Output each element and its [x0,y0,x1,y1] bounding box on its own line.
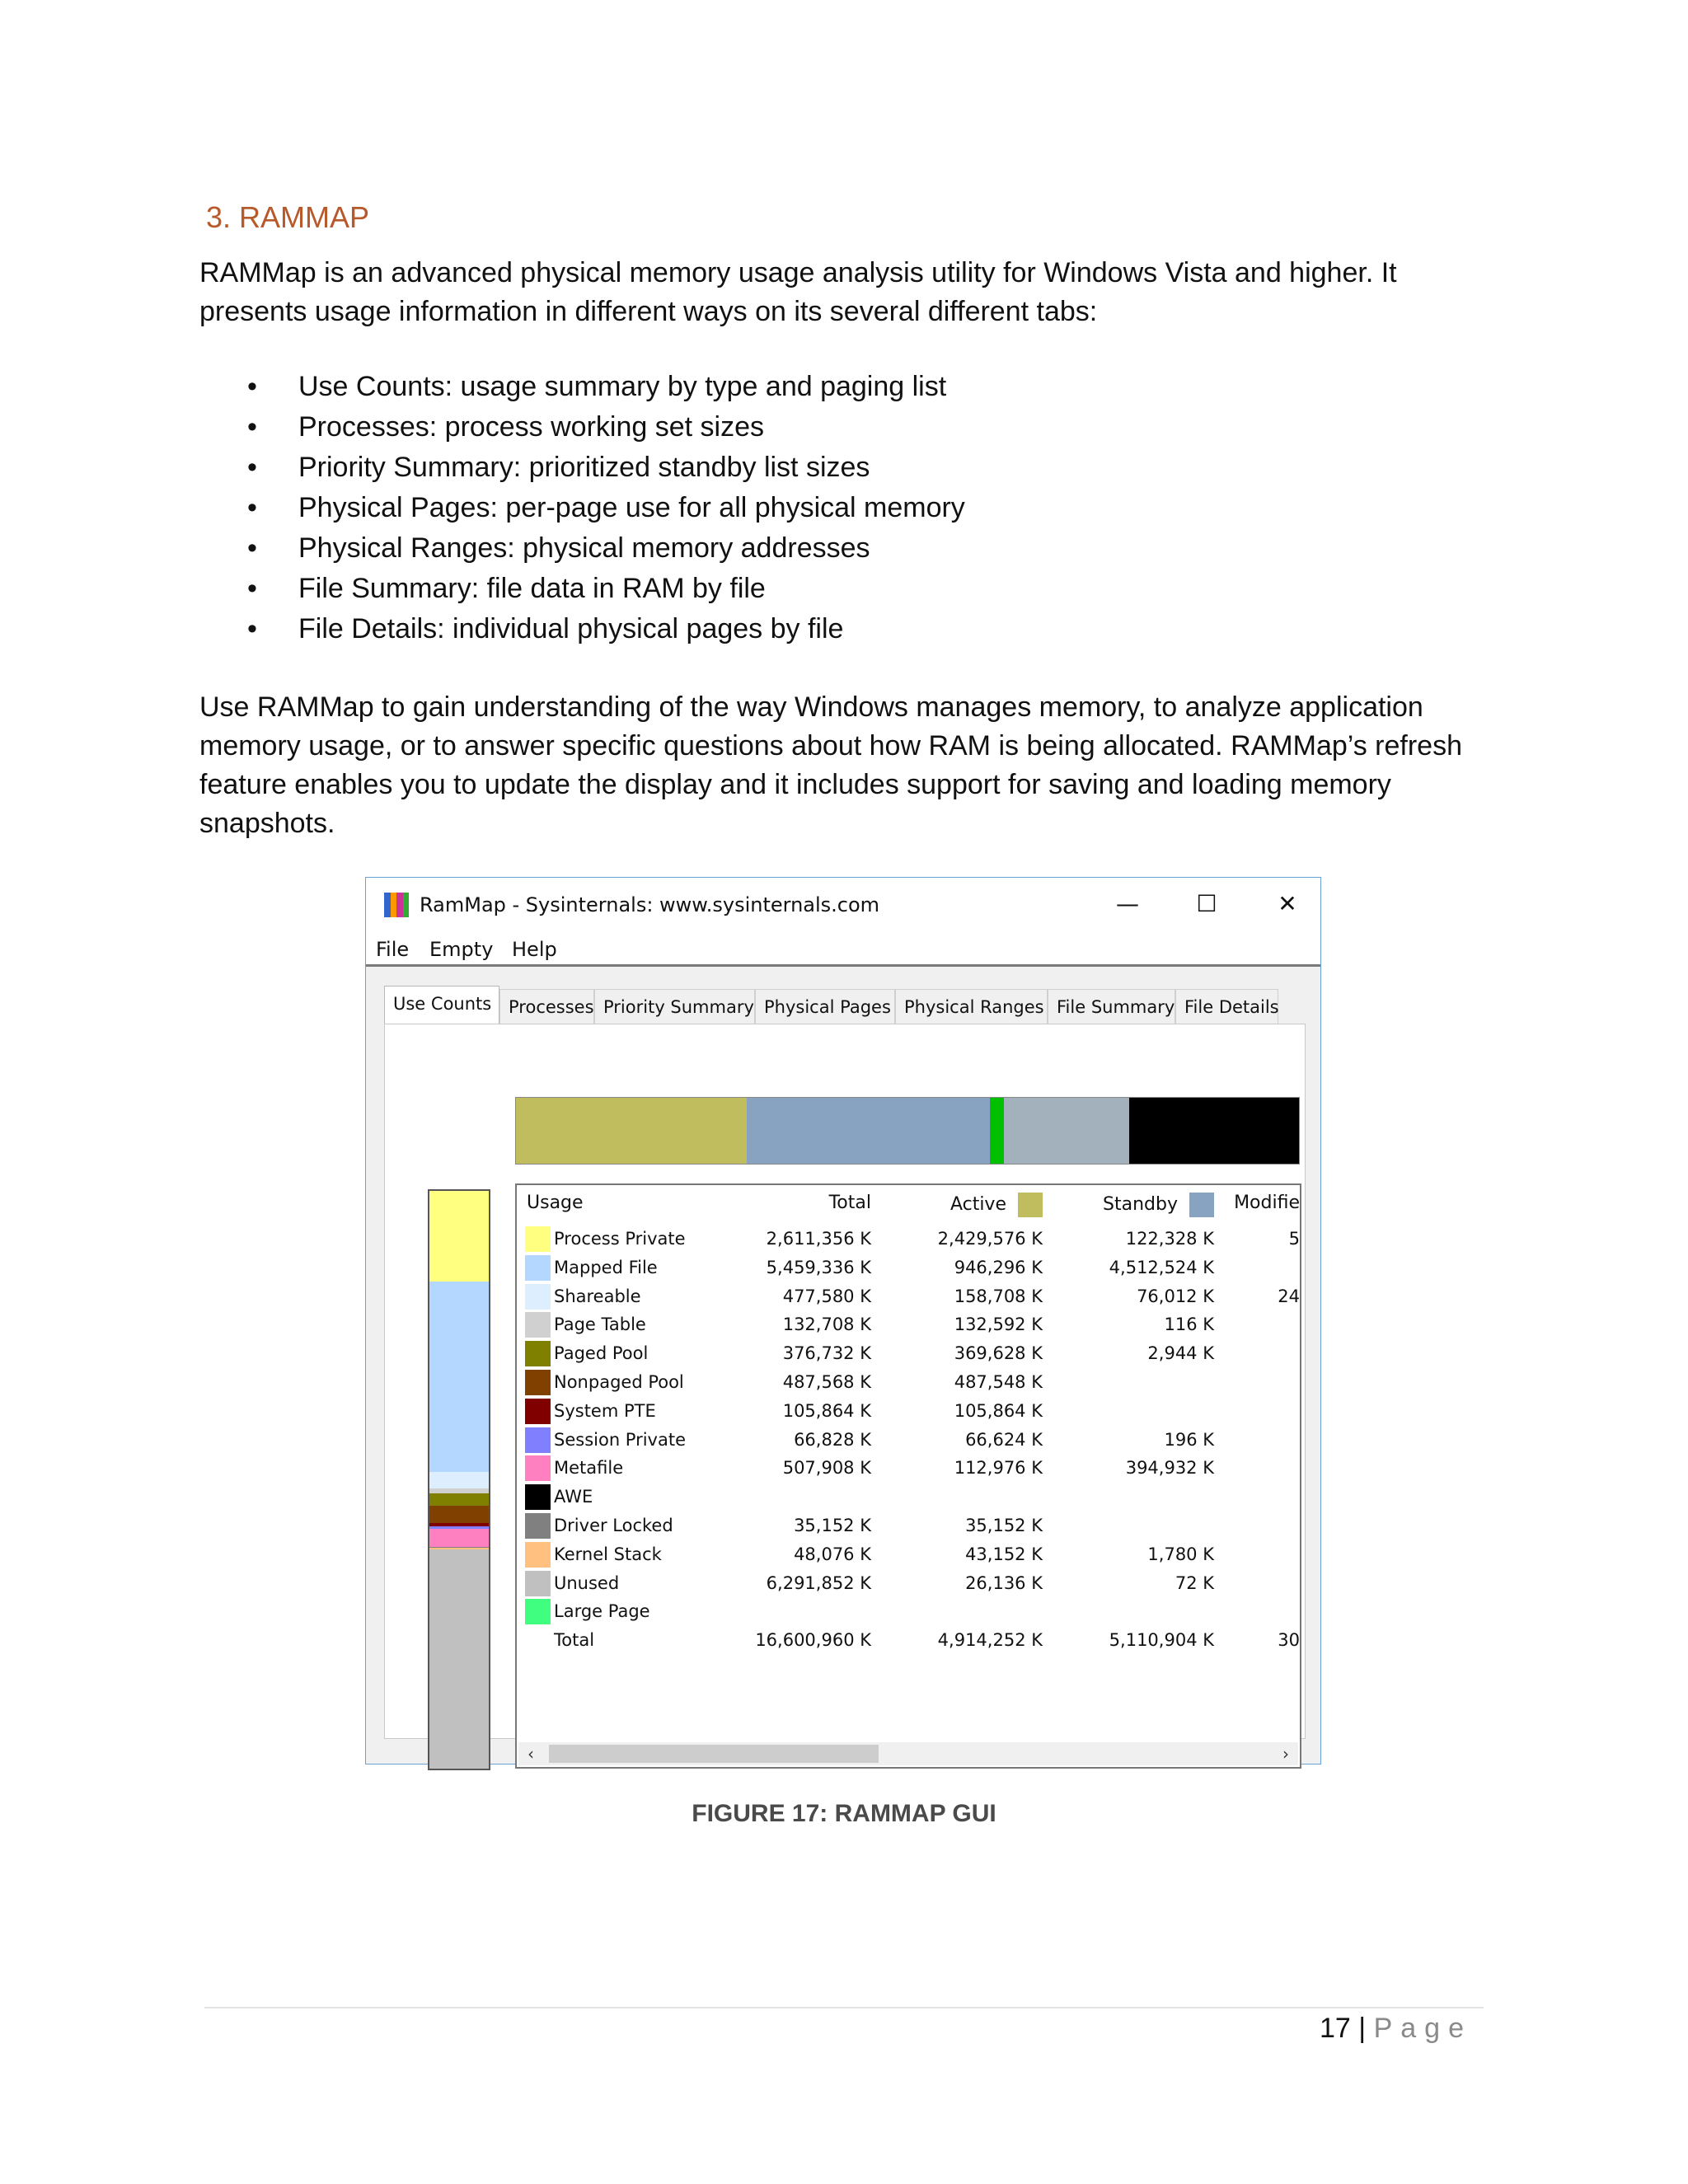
table-row[interactable] [517,1397,1300,1426]
maximize-button[interactable]: ☐ [1196,890,1217,917]
stack-segment [429,1472,489,1488]
stack-segment [429,1493,489,1507]
intro-paragraph: RAMMap is an advanced physical memory usage analysis utility for Windows Vista and higher. It presents usage information in different ways on its several different tabs: [199,257,1397,327]
usage-name: System PTE [554,1400,656,1421]
stack-segment [429,1191,489,1282]
tab-physical-ranges[interactable]: Physical Ranges [895,989,1048,1024]
bar-segment-active [516,1098,747,1164]
cell-active: 369,628 K [954,1343,1043,1364]
table-row[interactable] [517,1626,1300,1655]
page-footer [1320,2013,1472,2045]
table-row[interactable] [517,1225,1300,1254]
usage-color-swatch [525,1542,551,1568]
cell-total: 132,708 K [782,1315,871,1335]
usage-name: Paged Pool [554,1343,649,1364]
cell-total: 16,600,960 K [755,1630,871,1651]
cell-standby: 122,328 K [1125,1229,1214,1249]
cell-standby: 5,110,904 K [1109,1630,1214,1651]
table-row[interactable] [517,1597,1300,1626]
cell-total: 5,459,336 K [766,1257,871,1277]
usage-name: AWE [554,1487,593,1507]
col-total[interactable]: Total [828,1193,871,1213]
usage-color-swatch [525,1284,551,1310]
usage-color-swatch [525,1341,551,1366]
scroll-thumb[interactable] [549,1745,879,1763]
usage-name: Mapped File [554,1257,658,1277]
cell-modified: 30 [1278,1630,1300,1651]
usage-color-swatch [525,1312,551,1338]
window-title: RamMap - Sysinternals: www.sysinternals.com [420,893,880,916]
table-row[interactable] [517,1426,1300,1455]
col-usage[interactable]: Usage [527,1193,584,1213]
tab-feature-list [247,367,965,649]
stack-segment [429,1549,489,1769]
standby-color-swatch [1189,1193,1214,1217]
stack-segment [429,1529,489,1546]
usage-color-swatch [525,1399,551,1424]
usage-color-swatch [525,1427,551,1453]
usage-table [515,1183,1301,1769]
tab-physical-pages[interactable]: Physical Pages [755,989,895,1024]
cell-active: 35,152 K [965,1516,1043,1535]
col-modified[interactable]: Modifie [1234,1193,1300,1213]
cell-total: 2,611,356 K [766,1229,871,1249]
usage-stack-bar [428,1189,490,1770]
usage-name: Process Private [554,1229,686,1249]
page-label: Page [1373,2013,1472,2044]
menu-empty[interactable]: Empty [429,938,494,961]
tab-file-summary[interactable]: File Summary [1048,989,1175,1024]
stack-segment [429,1506,489,1523]
cell-total: 105,864 K [782,1400,871,1421]
usage-name: Session Private [554,1429,687,1450]
list-item: • Use Counts: usage summary by type and paging list [247,367,965,407]
cell-standby: 72 K [1175,1572,1214,1593]
usage-name: Page Table [554,1315,646,1335]
menu-file[interactable]: File [376,938,410,961]
table-row[interactable] [517,1282,1300,1311]
body-paragraph: Use RAMMap to gain understanding of the way Windows manages memory, to analyze application memory usage, or to answer specific questions about how RAM is being allocated. RAMMap’s refresh feature enables you to update the display and it includes support for saving and loading memory snapshots. [199,691,1462,839]
cell-active: 946,296 K [954,1257,1043,1277]
cell-total: 507,908 K [782,1458,871,1479]
rammap-window [365,877,1321,1765]
list-item: • File Details: individual physical pages by file [247,609,965,649]
cell-active: 4,914,252 K [937,1630,1043,1651]
usage-color-swatch [525,1571,551,1596]
table-row[interactable] [517,1310,1300,1339]
usage-name: Kernel Stack [554,1544,662,1564]
col-active[interactable] [950,1193,1043,1217]
usage-name: Metafile [554,1458,624,1479]
cell-active: 66,624 K [965,1429,1043,1450]
scroll-left-icon[interactable]: ‹ [528,1744,534,1764]
cell-active: 132,592 K [954,1315,1043,1335]
list-item: • Physical Ranges: physical memory addresses [247,528,965,569]
menu-help[interactable]: Help [512,938,557,961]
cell-active: 105,864 K [954,1400,1043,1421]
cell-total: 487,568 K [782,1372,871,1392]
usage-name: Large Page [554,1601,650,1622]
rammap-app-icon [384,893,409,917]
cell-total: 35,152 K [794,1516,871,1535]
tab-processes[interactable]: Processes [499,989,594,1024]
cell-active: 487,548 K [954,1372,1043,1392]
tab-file-details[interactable]: File Details [1175,989,1278,1024]
section-heading: 3. RAMMAP [206,200,370,234]
bar-segment-standby [747,1098,990,1164]
cell-total: 48,076 K [794,1544,871,1564]
cell-active: 2,429,576 K [937,1229,1043,1249]
menu-bar [366,934,1320,967]
list-item: • Priority Summary: prioritized standby list sizes [247,448,965,488]
list-item: • Physical Pages: per-page use for all physical memory [247,488,965,528]
page-number: 17 [1320,2013,1351,2044]
horizontal-scrollbar[interactable] [518,1742,1298,1765]
cell-active: 112,976 K [954,1458,1043,1479]
list-item: • Processes: process working set sizes [247,407,965,448]
paging-list-bar [515,1097,1300,1165]
cell-standby: 1,780 K [1147,1544,1214,1564]
usage-color-swatch [525,1370,551,1395]
minimize-button[interactable]: — [1116,890,1139,917]
cell-modified: 5 [1288,1229,1300,1249]
col-active-label: Active [950,1194,1006,1215]
figure-caption: FIGURE 17: RAMMAP GUI [692,1800,996,1827]
close-button[interactable]: ✕ [1278,890,1297,917]
bar-segment-modified-no-write [1004,1098,1129,1164]
col-standby[interactable] [1103,1193,1214,1217]
table-row[interactable] [517,1254,1300,1282]
footer-separator: | [1358,2013,1367,2044]
cell-total: 6,291,852 K [766,1572,871,1593]
cell-active: 43,152 K [965,1544,1043,1564]
active-color-swatch [1018,1193,1043,1217]
cell-standby: 394,932 K [1125,1458,1214,1479]
use-counts-panel [384,1024,1306,1764]
cell-modified: 24 [1278,1286,1300,1306]
list-item: • File Summary: file data in RAM by file [247,569,965,609]
title-bar [366,878,1320,934]
cell-standby: 196 K [1164,1429,1214,1450]
cell-total: 66,828 K [794,1429,871,1450]
usage-color-swatch [525,1599,551,1624]
table-row[interactable] [517,1569,1300,1598]
usage-color-swatch [525,1455,551,1481]
tab-priority-summary[interactable]: Priority Summary [594,989,755,1024]
table-row[interactable] [517,1339,1300,1368]
table-row[interactable] [517,1483,1300,1511]
usage-color-swatch [525,1484,551,1510]
stack-segment [429,1282,489,1472]
usage-color-swatch [525,1255,551,1281]
tab-use-counts[interactable]: Use Counts [384,986,499,1025]
cell-standby: 116 K [1164,1315,1214,1335]
table-header [517,1185,1300,1218]
table-row[interactable] [517,1540,1300,1569]
bar-segment-modified [990,1098,1004,1164]
cell-standby: 76,012 K [1137,1286,1214,1306]
usage-name: Nonpaged Pool [554,1372,684,1392]
usage-color-swatch [525,1513,551,1539]
usage-name: Shareable [554,1286,641,1306]
cell-standby: 4,512,524 K [1109,1257,1214,1277]
cell-active: 158,708 K [954,1286,1043,1306]
scroll-right-icon[interactable]: › [1282,1744,1289,1764]
col-standby-label: Standby [1103,1194,1178,1215]
table-row[interactable] [517,1368,1300,1397]
footer-divider [204,2007,1484,2008]
cell-standby: 2,944 K [1147,1343,1214,1364]
bar-segment-free [1129,1098,1299,1164]
cell-total: 477,580 K [782,1286,871,1306]
table-row[interactable] [517,1511,1300,1540]
cell-total: 376,732 K [782,1343,871,1364]
usage-color-swatch [525,1226,551,1252]
cell-active: 26,136 K [965,1572,1043,1593]
usage-name: Driver Locked [554,1516,673,1535]
usage-name: Total [554,1630,595,1651]
table-row[interactable] [517,1454,1300,1483]
usage-name: Unused [554,1572,620,1593]
